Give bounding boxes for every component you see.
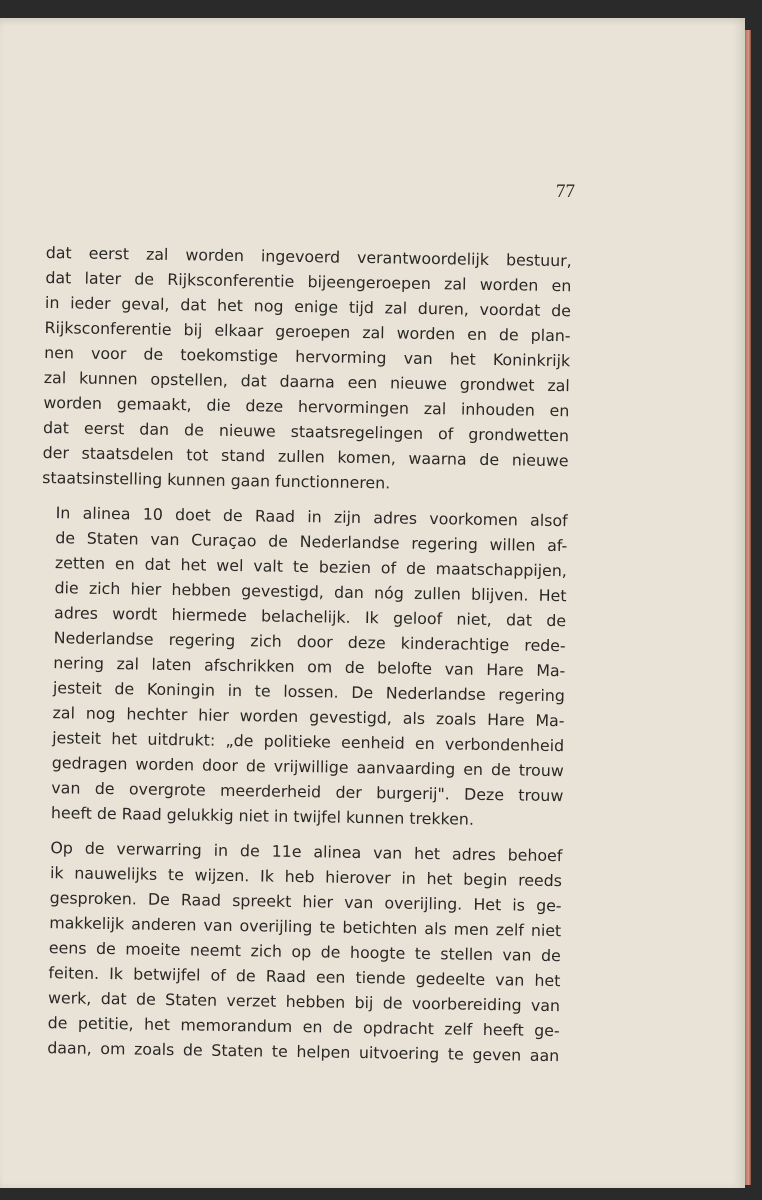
text-line: adres wordt hiermede belachelijk. Ik geloof niet, dat de bbox=[53, 603, 567, 631]
text-line: dat later de Rijksconferentie bijeengeroepen zal worden en bbox=[45, 267, 572, 296]
text-line: jesteit het uitdrukt: „de politieke eenheid en verbondenheid bbox=[52, 728, 565, 756]
text-line: der staatsdelen tot stand zullen komen, waarna de nieuwe bbox=[42, 442, 569, 471]
text-line: werk, dat de Staten verzet hebben bij de voorbereiding van bbox=[47, 988, 561, 1016]
text-line: Op de verwarring in de 11e alinea van het adres behoef bbox=[50, 838, 563, 866]
paragraph-1 bbox=[42, 240, 572, 498]
text-line: die zich hier hebben gevestigd, dan nóg zullen blijven. Het bbox=[54, 578, 567, 606]
text-line: Nederlandse regering zich door deze kinderachtige rede- bbox=[53, 628, 566, 656]
text-line: van de overgrote meerderheid der burgerij". Deze trouw bbox=[51, 778, 564, 806]
page-number: 77 bbox=[556, 181, 575, 202]
text-line: nen voor de toekomstige hervorming van het Koninkrijk bbox=[44, 342, 571, 371]
paragraph-3 bbox=[33, 835, 562, 1068]
text-line: zetten en dat het wel valt te bezien of de maatschappijen, bbox=[54, 553, 568, 581]
body-text bbox=[33, 240, 572, 1068]
text-line: nering zal laten afschrikken om de belofte van Hare Ma- bbox=[53, 653, 566, 681]
text-line: dat eerst dan de nieuwe staatsregelingen of grondwetten bbox=[42, 417, 570, 446]
text-line: worden gemaakt, die deze hervormingen zal inhouden en bbox=[43, 392, 570, 421]
paragraph-2 bbox=[37, 500, 568, 833]
text-line: zal kunnen opstellen, dat daarna een nieuwe grondwet zal bbox=[43, 367, 570, 396]
text-line: feiten. Ik betwijfel of de Raad een tiende gedeelte van het bbox=[48, 963, 561, 991]
text-line: heeft de Raad gelukkig niet in twijfel kunnen trekken. bbox=[50, 803, 475, 829]
book-page bbox=[0, 18, 745, 1188]
text-line: gedragen worden door de vrijwillige aanvaarding en de trouw bbox=[51, 753, 564, 781]
text-line: eens de moeite neemt zich op de hoogte te stellen van de bbox=[48, 938, 561, 966]
text-line: staatsinstelling kunnen gaan functionneren. bbox=[42, 467, 391, 493]
text-line: gesproken. De Raad spreekt hier van overijling. Het is ge- bbox=[49, 888, 562, 916]
text-line: ik nauwelijks te wijzen. Ik heb hierover in het begin reeds bbox=[49, 863, 563, 891]
text-line: In alinea 10 doet de Raad in zijn adres voorkomen alsof bbox=[55, 503, 568, 531]
text-line: Rijksconferentie bij elkaar geroepen zal worden en de plan- bbox=[44, 317, 571, 346]
text-line: daan, om zoals de Staten te helpen uitvoering te geven aan bbox=[47, 1038, 560, 1066]
text-line: zal nog hechter hier worden gevestigd, als zoals Hare Ma- bbox=[52, 703, 565, 731]
text-line: in ieder geval, dat het nog enige tijd zal duren, voordat de bbox=[44, 292, 572, 321]
text-line: makkelijk anderen van overijling te betichten als men zelf niet bbox=[49, 913, 562, 941]
text-line: dat eerst zal worden ingevoerd verantwoordelijk bestuur, bbox=[45, 242, 572, 271]
text-line: jesteit de Koningin in te lossen. De Nederlandse regering bbox=[52, 678, 566, 706]
text-line: de petitie, het memorandum en de opdracht zelf heeft ge- bbox=[47, 1013, 560, 1041]
page-edge bbox=[745, 30, 751, 1185]
text-line: de Staten van Curaçao de Nederlandse regering willen af- bbox=[55, 528, 568, 556]
